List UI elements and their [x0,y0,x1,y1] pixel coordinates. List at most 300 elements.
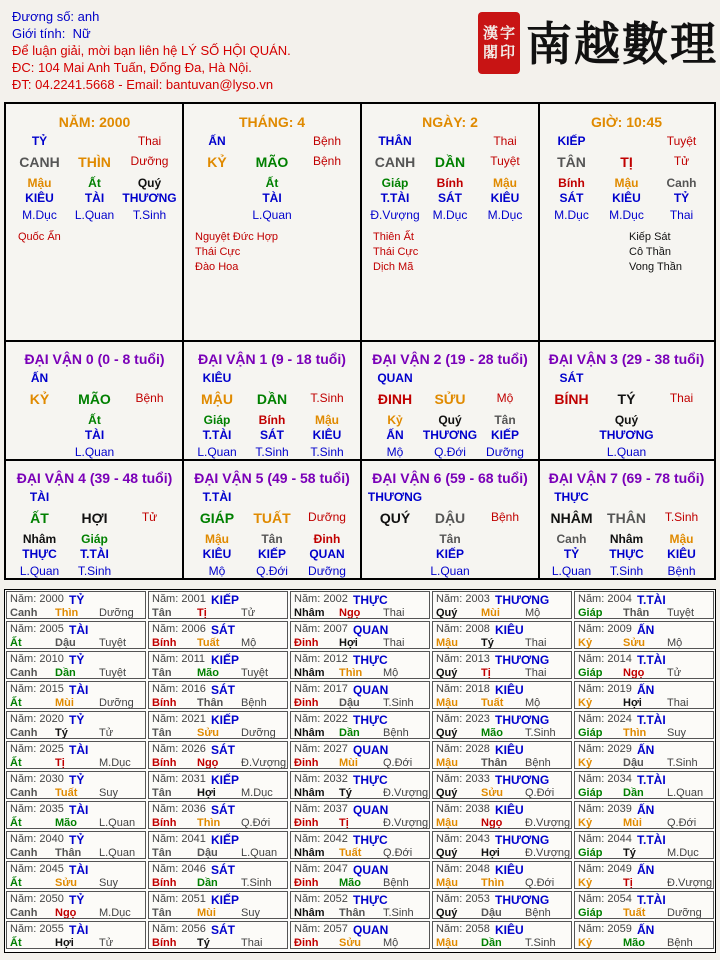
stem-branch-label: Bính [558,176,585,190]
pillar-cell [361,104,539,341]
stem-branch-label: KIÊU [612,191,641,205]
year-branch: Mão [481,727,503,739]
year-branch: Tị [481,667,491,679]
year-stem: Canh [10,727,38,739]
year-branch: Ngọ [55,907,77,919]
note-item: Dịch Mã [373,261,414,273]
year-cell [290,741,430,769]
year-branch: Hợi [623,697,642,709]
year-cell [6,651,146,679]
stem-branch-label: Quý [438,413,462,427]
year-cell [290,861,430,889]
year-stage: M.Dục [99,757,131,769]
year-stem: Bính [152,637,177,649]
stem-branch-label: KIẾP [490,428,519,442]
year-branch: Hợi [339,637,358,649]
stem-branch-label: T.Sinh [664,510,699,524]
dai-van-cell [361,341,539,460]
year-star: T.TÀI [637,653,666,667]
stem-branch-label: SỬU [434,391,466,407]
year-stage: Q.Đới [241,817,271,829]
stem-branch-label: T.Sinh [310,391,344,405]
year-stem: Ất [10,937,22,949]
year-star: SÁT [211,923,235,937]
year-stem: Canh [10,667,38,679]
year-star: SÁT [211,863,235,877]
stem-branch-label: M.Dục [487,208,523,222]
year-stem: Nhâm [294,667,325,679]
year-label: Năm: 2027 [294,743,348,755]
year-branch: Tý [481,637,494,649]
gender-label: Giới tính: [12,26,66,41]
header-info [12,8,291,93]
year-star: THỰC [353,893,388,907]
stem-branch-label: Tân [261,532,283,546]
dai-van-title: ĐẠI VẬN 2 (19 - 28 tuổi) [372,351,528,367]
year-stem: Tân [152,667,172,679]
year-branch: Mùi [197,907,216,919]
year-stem: Kỷ [578,637,593,649]
stem-branch-label: Tuyệt [666,134,697,148]
phone-email-line: ĐT: 04.2241.5668 - Email: bantuvan@lyso.vn [12,77,274,92]
year-cell [290,651,430,679]
year-stem: Canh [10,847,38,859]
year-stem: Ất [10,817,22,829]
year-stage: Tuyệt [241,667,269,679]
stem-branch-label: THƯƠNG [122,191,177,205]
year-branch: Thân [481,757,508,769]
stem-branch-label: T.Sinh [255,445,289,459]
year-cell [148,621,288,649]
year-stem: Đinh [294,817,319,829]
year-stage: Suy [99,787,118,799]
note-item: Kiếp Sát [629,231,671,243]
year-stage: Thai [525,667,547,679]
year-cell [574,921,714,949]
year-cell [574,831,714,859]
year-label: Năm: 2059 [578,923,632,935]
year-stage: Đ.Vượng [383,817,429,829]
dai-van-cell [183,341,361,460]
year-stem: Quý [436,727,458,739]
year-stem: Mậu [436,697,458,709]
year-stage: Suy [241,907,260,919]
year-branch: Mùi [481,607,500,619]
stem-branch-label: GIÁP [199,510,235,526]
year-label: Năm: 2011 [152,653,205,665]
stem-branch-label: T.Sinh [609,564,644,578]
stem-branch-label: Mộ [496,391,514,405]
year-branch: Mão [55,817,77,829]
year-cell [148,651,288,679]
year-stem: Kỷ [578,697,593,709]
year-stage: Bệnh [383,727,409,739]
year-label: Năm: 2030 [10,773,64,785]
stem-branch-label: Q.Đới [434,445,466,459]
year-stem: Tân [152,787,172,799]
year-stage: Tử [667,667,682,679]
year-stem: Ất [10,697,22,709]
year-stage: Dưỡng [667,907,702,919]
stem-branch-label: KIẾP [435,547,464,561]
year-stem: Bính [152,877,177,889]
year-star: T.TÀI [637,893,666,907]
year-cell [290,831,430,859]
stem-branch-label: M.Dục [554,208,589,222]
year-cell [148,741,288,769]
year-cell [574,621,714,649]
year-stem: Giáp [578,727,603,739]
stem-branch-label: Canh [666,176,697,190]
year-stem: Ất [10,757,22,769]
stem-branch-label: DẬU [434,510,466,526]
stem-branch-label: SÁT [559,191,584,205]
year-star: QUAN [353,683,389,697]
stem-branch-label: Bệnh [312,154,342,168]
year-cell [432,831,572,859]
year-branch: Thìn [55,607,79,619]
year-label: Năm: 2038 [436,803,490,815]
year-star: TÀI [69,923,89,937]
year-label: Năm: 2046 [152,863,206,875]
owner-name: Đương số: anh [12,9,100,24]
stem-branch-label: HỢI [81,510,108,526]
year-stage: Bệnh [667,937,693,949]
pillar-notes [629,230,682,275]
stem-branch-label: THỰC [609,547,644,561]
year-branch: Dậu [339,697,360,709]
stem-branch-label: Thai [669,208,694,222]
year-star: THỰC [353,593,388,607]
pillar-title: NGÀY: 2 [422,114,478,130]
dai-van-cell [183,460,361,578]
stem-branch-label: CANH [374,154,416,170]
year-stem: Mậu [436,757,458,769]
year-star: THƯƠNG [495,713,550,727]
stem-branch-label: QUAN [377,371,413,385]
year-star: KIÊU [495,683,524,697]
year-label: Năm: 2034 [578,773,632,785]
year-cell [574,711,714,739]
year-stage: Suy [667,727,686,739]
year-star: THỰC [353,653,388,667]
dai-van-title: ĐẠI VẬN 4 (39 - 48 tuổi) [16,470,173,486]
year-stem: Bính [152,817,177,829]
year-stage: T.Sinh [525,727,556,739]
year-cell [432,591,572,619]
gender-line [12,25,291,42]
stem-branch-label: L.Quan [430,564,470,578]
year-stem: Quý [436,607,458,619]
year-stem: Bính [152,757,177,769]
stem-branch-label: T.TÀI [202,428,232,442]
year-cell [6,861,146,889]
year-branch: Tị [339,817,349,829]
year-stage: T.Sinh [525,937,556,949]
seal-stamp: 漢 字 閣 印 [478,12,520,74]
year-stage: M.Dục [667,847,699,859]
year-label: Năm: 2029 [578,743,632,755]
stem-branch-label: SÁT [260,428,284,442]
stem-branch-label: ẤT [30,510,49,526]
stem-branch-label: TÀI [84,428,105,442]
year-star: THỰC [353,713,388,727]
dai-van-cell [6,460,183,578]
stem-branch-label: Tử [673,154,690,168]
stem-branch-label: Bệnh [312,134,342,148]
year-label: Năm: 2021 [152,713,206,725]
year-branch: Thân [339,907,366,919]
year-label: Năm: 2051 [152,893,206,905]
stem-branch-label: Mậu [27,176,52,190]
year-cell [290,591,430,619]
year-cell [574,651,714,679]
year-cell [574,861,714,889]
year-branch: Hợi [55,937,74,949]
stem-branch-label: Mộ [386,445,404,459]
dai-van-title: ĐẠI VẬN 3 (29 - 38 tuổi) [548,351,705,367]
year-stem: Giáp [578,907,603,919]
year-branch: Mão [197,667,219,679]
stem-branch-label: Bệnh [667,564,696,578]
stem-branch-label: THƯƠNG [422,428,478,442]
stem-branch-label: Kỷ [387,413,403,427]
stem-branch-label: L.Quan [74,208,115,222]
year-stem: Quý [436,847,458,859]
year-branch: Dần [55,667,76,679]
year-cell [6,831,146,859]
year-label: Năm: 2053 [436,893,490,905]
year-stage: Mộ [525,607,541,619]
year-label: Năm: 2032 [294,773,348,785]
year-branch: Tý [339,787,352,799]
stem-branch-label: KIÊU [312,428,342,442]
year-stage: Thai [241,937,263,949]
year-branch: Dần [197,877,218,889]
year-branch: Mão [339,877,361,889]
stem-branch-label: BÍNH [554,391,589,407]
year-label: Năm: 2050 [10,893,64,905]
year-stage: Q.Đới [525,877,555,889]
stem-branch-label: Giáp [381,176,409,190]
stem-branch-label: T.Sinh [77,564,112,578]
year-cell [148,801,288,829]
stem-branch-label: Dưỡng [486,445,524,459]
year-stage: Mộ [525,697,541,709]
stem-branch-label: MÃO [78,391,111,407]
year-cell [574,801,714,829]
year-star: KIẾP [211,773,240,787]
year-label: Năm: 2016 [152,683,206,695]
year-stage: Tuyệt [99,637,127,649]
stem-branch-label: TỶ [563,547,580,561]
note-item: Quốc Ấn [18,231,61,243]
year-stage: M.Dục [241,787,273,799]
year-branch: Sửu [197,727,220,739]
year-cell [290,711,430,739]
year-cell [148,711,288,739]
year-stem: Quý [436,907,458,919]
year-branch: Dần [481,937,502,949]
stem-branch-label: TÀI [29,490,50,504]
year-stage: Tuyệt [667,607,695,619]
year-star: SÁT [211,743,235,757]
year-branch: Thân [623,607,650,619]
year-star: TÀI [69,683,89,697]
year-branch: Thìn [623,727,647,739]
year-label: Năm: 2036 [152,803,206,815]
year-stage: Mộ [383,937,399,949]
year-stem: Nhâm [294,787,325,799]
stem-branch-label: DẦN [434,154,466,170]
year-star: KIẾP [211,593,240,607]
stem-branch-label: THÂN [607,510,646,526]
year-cell [6,711,146,739]
dai-van-cell [361,460,539,578]
year-star: T.TÀI [637,593,666,607]
year-stage: L.Quan [241,847,278,859]
year-stem: Ất [10,637,22,649]
stem-branch-label: TUẤT [253,510,291,526]
stem-branch-label: Ất [265,176,279,190]
year-label: Năm: 2010 [10,653,64,665]
stem-branch-label: QUAN [309,547,345,561]
year-star: TÀI [69,803,89,817]
year-stage: Đ.Vượng [241,757,287,769]
year-stage: Mộ [241,637,257,649]
stem-branch-label: CANH [19,154,60,170]
stem-branch-label: Nhâm [609,532,644,546]
year-label: Năm: 2052 [294,893,348,905]
year-branch: Tý [55,727,68,739]
year-stage: Đ.Vượng [667,877,713,889]
stem-branch-label: KIÊU [667,547,696,561]
year-star: QUAN [353,623,389,637]
year-stage: Bệnh [525,757,551,769]
year-cell [148,681,288,709]
pillar-cell [539,104,714,341]
year-label: Năm: 2055 [10,923,64,935]
year-branch: Mùi [339,757,358,769]
stem-branch-label: Thai [137,134,162,148]
stem-branch-label: L.Quan [197,445,237,459]
year-star: TÀI [69,743,89,757]
year-stage: Bệnh [383,877,409,889]
year-stem: Mậu [436,937,458,949]
year-star: QUAN [353,803,389,817]
stem-branch-label: THÌN [78,154,111,170]
year-stage: Mộ [667,637,683,649]
stem-branch-label: QUÝ [379,510,411,526]
note-item: Đào Hoa [195,261,239,273]
year-cell [148,891,288,919]
year-label: Năm: 2058 [436,923,490,935]
year-label: Năm: 2017 [294,683,348,695]
year-branch: Mùi [623,817,642,829]
year-stage: Tử [241,607,256,619]
year-branch: Dậu [481,907,502,919]
year-stem: Nhâm [294,907,325,919]
year-label: Năm: 2024 [578,713,632,725]
year-star: THƯƠNG [495,833,550,847]
year-cell [574,891,714,919]
year-star: KIẾP [211,653,240,667]
year-star: TÀI [69,623,89,637]
year-label: Năm: 2026 [152,743,206,755]
year-label: Năm: 2009 [578,623,632,635]
year-stem: Giáp [578,787,603,799]
year-star: ẤN [637,743,655,757]
year-stem: Đinh [294,757,319,769]
year-star: KIẾP [211,713,240,727]
year-star: T.TÀI [637,773,666,787]
stem-branch-label: TỶ [673,191,690,205]
year-branch: Hợi [197,787,216,799]
year-stem: Bính [152,937,177,949]
year-branch: Thìn [197,817,221,829]
note-item: Vong Thần [629,261,683,273]
gender-value: Nữ [72,26,91,41]
year-stage: Đ.Vượng [383,787,429,799]
year-star: QUAN [353,923,389,937]
stem-branch-label: Tân [494,413,516,427]
year-branch: Tuất [55,787,78,799]
year-stage: Thai [383,607,405,619]
year-label: Năm: 2047 [294,863,348,875]
stem-branch-label: T.Sinh [310,445,344,459]
year-cell [574,771,714,799]
year-cell [574,741,714,769]
dai-van-cell [6,341,183,460]
year-stage: Đ.Vượng [525,817,571,829]
year-branch: Tị [623,877,633,889]
stem-branch-label: Mậu [669,532,694,546]
pillar-notes [373,230,418,275]
year-stage: Bệnh [525,907,551,919]
year-cell [6,891,146,919]
year-star: QUAN [353,863,389,877]
year-star: TỶ [69,893,85,907]
stem-branch-label: Giáp [203,413,231,427]
stem-branch-label: KIẾP [557,134,586,148]
year-label: Năm: 2000 [10,593,64,605]
year-branch: Thân [197,697,224,709]
pillar-notes [18,230,61,245]
stem-branch-label: Đ.Vượng [370,208,420,222]
year-branch: Tý [623,847,636,859]
year-cell [290,771,430,799]
stem-branch-label: ẤN [208,134,226,148]
stem-branch-label: M.Dục [609,208,644,222]
dai-van-title: ĐẠI VẬN 1 (9 - 18 tuổi) [198,351,346,367]
year-stage: Bệnh [241,697,267,709]
year-stem: Kỷ [578,937,593,949]
year-stem: Tân [152,847,172,859]
contact-line: Để luận giải, mời bạn liên hệ LÝ SỐ HỘI QUÁN. [12,43,291,58]
stem-branch-label: Tuyệt [490,154,520,168]
stem-branch-label: Q.Đới [256,564,288,578]
year-star: KIÊU [495,623,524,637]
year-stage: Q.Đới [525,787,555,799]
year-cell [6,801,146,829]
stem-branch-label: TÀI [84,191,105,205]
year-label: Năm: 2005 [10,623,64,635]
stem-branch-label: KIÊU [25,191,54,205]
pillar-title: GIỜ: 10:45 [590,114,663,130]
year-cell [432,741,572,769]
year-label: Năm: 2002 [294,593,348,605]
annual-years-grid [4,589,716,953]
